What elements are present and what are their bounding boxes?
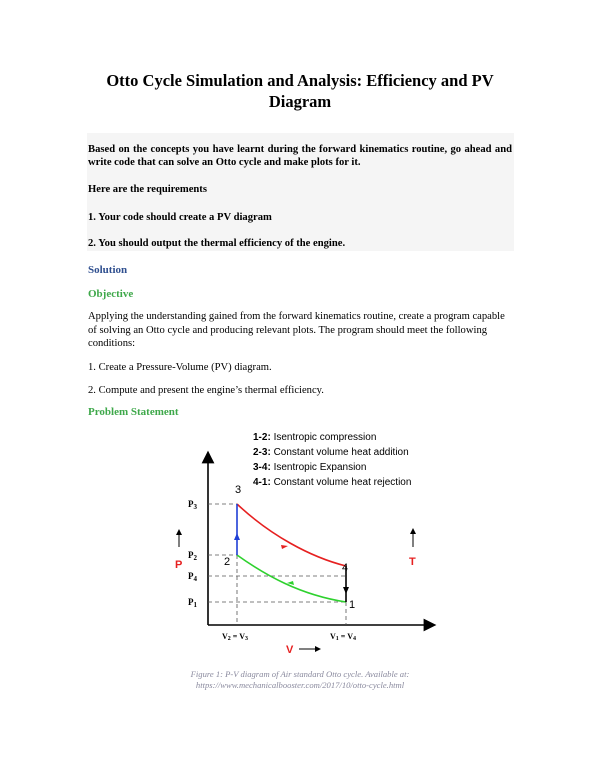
p3-label: $P_3$ — [188, 499, 197, 511]
compression-curve — [237, 555, 349, 602]
page-title: Otto Cycle Simulation and Analysis: Efficiency and PV Diagram — [106, 71, 494, 111]
requirements-intro: Based on the concepts you have learnt during the forward kinematics routine, go ahead and write code that can solve an Otto cycle and make plots for it. — [88, 144, 512, 168]
point-2-label: 2 — [224, 556, 231, 568]
expansion-curve — [237, 504, 346, 566]
heat-addition-arrow — [234, 533, 240, 540]
p4-label: $P_4$ — [188, 571, 197, 583]
condition-2: 2. Compute and present the engine’s thermal efficiency. — [88, 385, 324, 396]
p-axis-letter: P — [175, 559, 183, 571]
objective-text: Applying the understanding gained from the forward kinematics routine, create a program capable of solving an Otto cycle and producing relevant plots. The program should meet the following conditions: — [88, 311, 505, 349]
problem-statement-heading: Problem Statement — [88, 406, 179, 418]
point-1-label: 1 — [349, 599, 356, 611]
point-4-label: 4 — [342, 562, 349, 574]
p2-label: $P_2$ — [188, 550, 197, 562]
p1-label: $P_1$ — [188, 597, 197, 609]
legend-line-1: 1-2: Isentropic compression — [253, 432, 377, 443]
requirement-item-2: 2. You should output the thermal efficiency of the engine. — [88, 238, 346, 249]
legend-line-4: 4-1: Constant volume heat rejection — [253, 477, 412, 488]
legend-line-2: 2-3: Constant volume heat addition — [253, 447, 409, 458]
v-axis-letter: V — [286, 644, 294, 656]
v1-v4-label: V1 = V4 — [330, 632, 356, 642]
v2-v3-label: V2 = V3 — [222, 632, 248, 642]
heat-rejection-arrow — [343, 587, 349, 594]
objective-heading: Objective — [88, 288, 134, 300]
point-3-label: 3 — [235, 484, 242, 496]
expansion-arrow — [281, 545, 288, 549]
requirements-lead: Here are the requirements — [88, 184, 207, 195]
requirement-item-1: 1. Your code should create a PV diagram — [88, 212, 272, 223]
pv-diagram — [160, 425, 450, 665]
t-axis-letter: T — [409, 556, 416, 568]
solution-heading: Solution — [88, 264, 128, 276]
figure-caption: Figure 1: P-V diagram of Air standard Otto cycle. Available at: https://www.mechanicalbooster.com/2017/10/otto-cycle.html — [190, 669, 410, 690]
legend-line-3: 3-4: Isentropic Expansion — [253, 462, 367, 473]
condition-1: 1. Create a Pressure-Volume (PV) diagram. — [88, 362, 272, 373]
